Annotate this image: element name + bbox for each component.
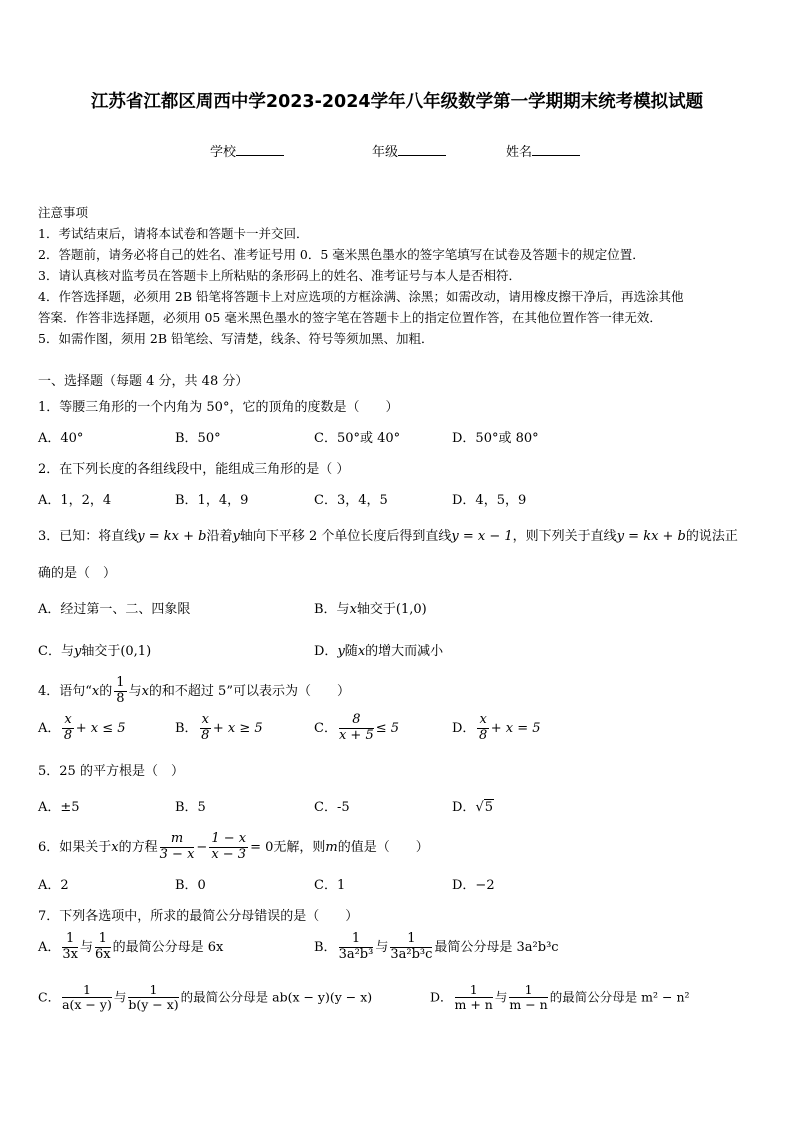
q7-d2-den: m − n bbox=[509, 997, 548, 1013]
q2-option-c: C．3，4，5 bbox=[314, 493, 388, 508]
q3-stem bbox=[38, 525, 738, 544]
q7-option-d bbox=[430, 983, 690, 1013]
q7-b-rest: 最简公分母是 3a²b³c bbox=[434, 939, 559, 955]
name-blank bbox=[532, 143, 580, 156]
grade-label: 年级 bbox=[372, 145, 399, 160]
q7-d-label: D． bbox=[430, 989, 453, 1005]
q3-d-var-x: x bbox=[357, 644, 366, 659]
q4-fraction bbox=[114, 676, 126, 707]
q7-a-rest: 的最简公分母是 6x bbox=[112, 939, 224, 955]
q7-b1-num: 1 bbox=[339, 932, 374, 948]
q4-a-num: x bbox=[64, 712, 72, 727]
q4-d-num: x bbox=[479, 712, 487, 727]
q4-b-label: B． bbox=[175, 720, 198, 736]
q4-d-label: D． bbox=[452, 720, 476, 736]
q4-option-a bbox=[38, 713, 126, 744]
q6-var-x: x bbox=[111, 839, 119, 855]
q4-text-1: 4．语句“ bbox=[38, 683, 92, 699]
sqrt-icon: √ bbox=[475, 800, 484, 815]
q6-option-a: A．2 bbox=[38, 878, 69, 893]
q7-c-rest: 的最简公分母是 ab(x − y)(y − x) bbox=[180, 989, 373, 1005]
q6-option-c: C．1 bbox=[314, 878, 346, 893]
q3-text-3: 轴向下平移 2 个单位长度后得到直线 bbox=[239, 529, 452, 544]
q7-d1-den: m + n bbox=[454, 997, 493, 1013]
q3-c-var: y bbox=[73, 644, 82, 659]
q4-c-num: 8 bbox=[339, 713, 374, 729]
grade-field bbox=[372, 141, 446, 160]
q3-math-4: y = kx + b bbox=[616, 529, 686, 544]
q3-text-2: 沿着 bbox=[206, 529, 233, 544]
q4-a-den: 8 bbox=[63, 727, 73, 743]
q3-b-point: (1,0) bbox=[395, 602, 427, 617]
q3-b-var: x bbox=[349, 602, 357, 617]
q4-frac-den: 8 bbox=[116, 690, 125, 706]
q3-c-text-2: 轴交于 bbox=[81, 644, 121, 659]
q4-a-rest: + x ≤ 5 bbox=[75, 720, 126, 736]
q7-a-with: 与 bbox=[80, 939, 94, 955]
q4-option-b bbox=[175, 713, 263, 744]
q3-math-1: y = kx + b bbox=[137, 529, 207, 544]
q6-frac1-num: m bbox=[160, 832, 195, 848]
q4-d-rest: + x = 5 bbox=[490, 720, 541, 736]
notes-heading: 注意事项 bbox=[38, 205, 89, 220]
q7-b1-den: 3a²b³ bbox=[338, 946, 374, 962]
q6-option-d: D．−2 bbox=[452, 878, 495, 893]
q7-b2-den: 3a²b³c bbox=[390, 946, 433, 962]
q3-d-var-y: y bbox=[337, 644, 345, 659]
q5-d-label: D． bbox=[452, 800, 476, 815]
school-field bbox=[210, 141, 284, 160]
q6-frac-2 bbox=[209, 832, 248, 863]
q7-d-frac-2 bbox=[509, 983, 547, 1013]
q5-option-d bbox=[452, 796, 494, 815]
q7-b2-num: 1 bbox=[390, 932, 432, 948]
q7-a2-den: 6x bbox=[95, 946, 111, 962]
q5-option-b: B．5 bbox=[175, 800, 206, 815]
q4-d-frac bbox=[477, 713, 488, 744]
q3-option-b bbox=[314, 598, 427, 617]
grade-blank bbox=[398, 143, 446, 156]
q4-c-frac bbox=[339, 713, 374, 744]
q6-frac-1 bbox=[160, 832, 195, 863]
name-field bbox=[506, 141, 580, 160]
q5-option-c: C．-5 bbox=[314, 800, 350, 815]
q4-option-c bbox=[314, 713, 399, 744]
q1-option-a: A．40° bbox=[38, 431, 84, 446]
q6-frac2-den: x − 3 bbox=[211, 846, 247, 862]
q4-b-frac bbox=[200, 713, 211, 744]
q4-c-den: x + 5 bbox=[338, 727, 374, 743]
q5-d-radicand: 5 bbox=[484, 800, 494, 815]
q3-c-text-1: C．与 bbox=[38, 644, 74, 659]
q3-c-point: (0,1) bbox=[120, 644, 152, 659]
q3-d-label: D． bbox=[314, 644, 338, 659]
q4-d-den: 8 bbox=[478, 727, 488, 743]
q7-c1-den: a(x − y) bbox=[62, 997, 112, 1013]
q6-minus: − bbox=[196, 839, 208, 855]
q4-var-x-2: x bbox=[141, 683, 149, 699]
note-4a: 4．作答选择题，必须用 2B 铅笔将答题卡上对应选项的方框涂满、涂黑；如需改动，请用橡皮擦干净后，再选涂其他 bbox=[38, 289, 684, 304]
q7-c-label: C． bbox=[38, 989, 61, 1005]
q6-frac2-num: 1 − x bbox=[211, 831, 247, 846]
q6-text-5: 的值是（ ） bbox=[337, 839, 429, 855]
section-heading: 一、选择题（每题 4 分，共 48 分） bbox=[38, 374, 249, 389]
q7-c2-den: b(y − x) bbox=[128, 997, 179, 1013]
q2-option-a: A．1，2，4 bbox=[38, 493, 112, 508]
q7-b-label: B． bbox=[314, 939, 337, 955]
q7-stem: 7．下列各选项中，所求的最简公分母错误的是（ ） bbox=[38, 909, 359, 924]
q2-stem: 2．在下列长度的各组线段中，能组成三角形的是（ ） bbox=[38, 462, 350, 477]
q3-option-a: A．经过第一、二、四象限 bbox=[38, 602, 191, 617]
q7-b-with: 与 bbox=[375, 939, 389, 955]
q7-c1-num: 1 bbox=[62, 983, 112, 998]
q4-frac-num: 1 bbox=[116, 675, 125, 690]
q6-var-m: m bbox=[325, 839, 338, 855]
note-1: 1．考试结束后，请将本试卷和答题卡一并交回． bbox=[38, 226, 309, 241]
q5-stem: 5．25 的平方根是（ ） bbox=[38, 764, 184, 779]
q7-a-label: A． bbox=[38, 939, 61, 955]
note-2: 2．答题前，请务必将自己的姓名、准考证号用 0．5 毫米黑色墨水的签字笔填写在试卷及答题卡的规定位置． bbox=[38, 247, 645, 262]
q3-d-text-2: 的增大而减小 bbox=[365, 644, 444, 659]
q6-eq: = 0 bbox=[250, 839, 274, 855]
q6-text-1: 6．如果关于 bbox=[38, 839, 112, 855]
q1-option-c: C．50°或 40° bbox=[314, 431, 401, 446]
q7-d1-num: 1 bbox=[455, 983, 493, 998]
q2-option-d: D．4，5，9 bbox=[452, 493, 527, 508]
q3-text-1: 3．已知：将直线 bbox=[38, 529, 138, 544]
q4-text-4: 的和不超过 5”可以表示为（ ） bbox=[148, 683, 350, 699]
page-title: 江苏省江都区周西中学2023-2024学年八年级数学第一学期期末统考模拟试题 bbox=[90, 92, 704, 112]
q4-a-frac bbox=[62, 713, 73, 744]
note-3: 3．请认真核对监考员在答题卡上所粘贴的条形码上的姓名、准考证号与本人是否相符． bbox=[38, 268, 521, 283]
q4-b-num: x bbox=[201, 712, 209, 727]
q3-option-c bbox=[38, 640, 151, 659]
q5-option-a: A．±5 bbox=[38, 800, 80, 815]
q4-var-x: x bbox=[91, 683, 100, 699]
q4-text-2: 的 bbox=[99, 683, 113, 699]
school-blank bbox=[236, 143, 284, 156]
q7-a1-den: 3x bbox=[62, 946, 78, 962]
q3-text-5: 的说法正 bbox=[685, 529, 738, 544]
q3-option-d bbox=[314, 640, 443, 659]
q7-d2-num: 1 bbox=[509, 983, 547, 998]
q7-option-a bbox=[38, 932, 223, 963]
q4-b-den: 8 bbox=[201, 727, 210, 743]
note-5: 5．如需作图，须用 2B 铅笔绘、写清楚，线条、符号等须加黑、加粗． bbox=[38, 331, 434, 346]
q3-math-2: y bbox=[232, 529, 240, 544]
q4-text-3: 与 bbox=[128, 683, 142, 699]
q3-text-4: ，则下列关于直线 bbox=[512, 529, 617, 544]
q7-c-with: 与 bbox=[113, 989, 127, 1005]
q6-stem bbox=[38, 832, 429, 863]
q7-c-frac-1 bbox=[62, 983, 112, 1013]
q1-option-d: D．50°或 80° bbox=[452, 431, 539, 446]
name-label: 姓名 bbox=[506, 145, 533, 160]
q7-a-frac-1 bbox=[62, 932, 78, 963]
q6-option-b: B．0 bbox=[175, 878, 206, 893]
q4-option-d bbox=[452, 713, 541, 744]
q7-b-frac-2 bbox=[390, 932, 432, 963]
q7-c-frac-2 bbox=[128, 983, 178, 1013]
q1-option-b: B．50° bbox=[175, 431, 221, 446]
q4-c-rest: ≤ 5 bbox=[375, 720, 400, 736]
q2-option-b: B．1，4，9 bbox=[175, 493, 249, 508]
q4-c-label: C． bbox=[314, 720, 337, 736]
q4-a-label: A． bbox=[38, 720, 61, 736]
school-label: 学校 bbox=[210, 145, 237, 160]
q7-a1-num: 1 bbox=[62, 932, 78, 948]
q6-text-2: 的方程 bbox=[118, 839, 158, 855]
note-4b: 答案．作答非选择题，必须用 05 毫米黑色墨水的签字笔在答题卡上的指定位置作答，在其他位置作答一律无效． bbox=[38, 310, 662, 325]
q7-d-frac-1 bbox=[455, 983, 493, 1013]
q7-option-b bbox=[314, 932, 559, 963]
q7-b-frac-1 bbox=[339, 932, 374, 963]
q3-stem-line2: 确的是（ ） bbox=[38, 566, 117, 581]
q3-b-text-1: B．与 bbox=[314, 602, 350, 617]
q7-a2-num: 1 bbox=[95, 932, 111, 948]
q6-frac1-den: 3 − x bbox=[159, 846, 195, 862]
q7-c2-num: 1 bbox=[128, 983, 178, 998]
q7-d-rest: 的最简公分母是 m² − n² bbox=[549, 989, 690, 1005]
q7-d-with: 与 bbox=[494, 989, 508, 1005]
q4-b-rest: + x ≥ 5 bbox=[212, 720, 263, 736]
q7-option-c bbox=[38, 983, 372, 1013]
q4-stem bbox=[38, 676, 350, 707]
q3-b-text-2: 轴交于 bbox=[356, 602, 396, 617]
q3-math-3: y = x − 1 bbox=[451, 529, 513, 544]
q7-a-frac-2 bbox=[95, 932, 111, 963]
q6-text-4: 无解，则 bbox=[273, 839, 326, 855]
q3-d-text-1: 随 bbox=[344, 644, 358, 659]
q1-stem: 1．等腰三角形的一个内角为 50°，它的顶角的度数是（ ） bbox=[38, 400, 399, 415]
